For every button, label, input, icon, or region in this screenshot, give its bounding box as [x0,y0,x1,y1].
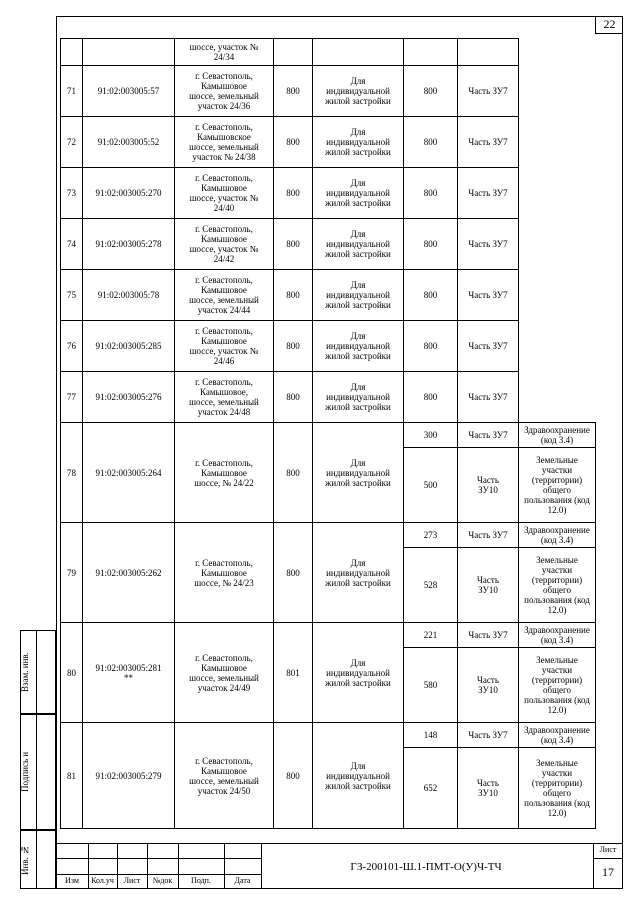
row-number: 78 [61,423,83,523]
cadastral-number: 91:02:003005:281 ** [83,623,175,723]
permitted-use: Для индивидуальной жилой застройки [313,623,404,723]
part-name: Часть ЗУ10 [458,548,519,623]
part-area [404,39,458,66]
row-number: 81 [61,723,83,829]
part-name: Часть ЗУ7 [458,270,519,321]
table-row [61,270,596,321]
plot-area: 800 [274,270,313,321]
cadastral-number: 91:02:003005:264 [83,423,175,523]
table-row [61,423,596,448]
permitted-use [313,39,404,66]
cadastral-number [83,39,175,66]
cadastral-number: 91:02:003005:278 [83,219,175,270]
row-number: 74 [61,219,83,270]
part-name: Часть ЗУ7 [458,321,519,372]
permitted-use: Для индивидуальной жилой застройки [313,270,404,321]
part-area: 500 [404,448,458,523]
part-name: Часть ЗУ7 [458,723,519,748]
part-name: Часть ЗУ10 [458,648,519,723]
row-number: 76 [61,321,83,372]
permitted-use: Для индивидуальной жилой застройки [313,321,404,372]
address: г. Севастополь, Камышовое шоссе, участок № 24/42 [175,219,274,270]
cadastral-number: 91:02:003005:285 [83,321,175,372]
address: г. Севастополь, Камышовое шоссе, земельный участок 24/36 [175,66,274,117]
part-area: 800 [404,321,458,372]
part-use: Земельные участки (территории) общего пользования (код 12.0) [519,648,596,723]
document-code: ГЗ-200101-Ш.1-ПМТ-О(У)Ч-ТЧ [350,861,502,873]
part-name: Часть ЗУ10 [458,748,519,829]
plot-area: 800 [274,423,313,523]
part-area: 300 [404,423,458,448]
title-block [56,843,623,889]
cadastral-number: 91:02:003005:279 [83,723,175,829]
part-name: Часть ЗУ7 [458,117,519,168]
address: г. Севастополь, Камышовое, шоссе, земельный участок 24/48 [175,372,274,423]
part-area: 652 [404,748,458,829]
part-area: 580 [404,648,458,723]
cadastral-number: 91:02:003005:78 [83,270,175,321]
part-use: Земельные участки (территории) общего пользования (код 12.0) [519,748,596,829]
part-name: Часть ЗУ7 [458,219,519,270]
address: г. Севастополь, Камышовое шоссе, участок № 24/40 [175,168,274,219]
plot-area: 800 [274,168,313,219]
address: шоссе, участок № 24/34 [175,39,274,66]
cadastral-number: 91:02:003005:276 [83,372,175,423]
stamp-col-list: Лист [123,876,141,885]
stamp-col-podp: Подп. [191,876,211,885]
cadastral-number: 91:02:003005:52 [83,117,175,168]
permitted-use: Для индивидуальной жилой застройки [313,66,404,117]
table-row [61,168,596,219]
address: г. Севастополь, Камышовское шоссе, земельный участок № 24/38 [175,117,274,168]
table-row [61,723,596,748]
part-use: Здравоохранение (код 3.4) [519,523,596,548]
part-area: 273 [404,523,458,548]
use-empty [519,39,596,423]
part-area: 800 [404,270,458,321]
table-row [61,623,596,648]
stamp-col-data: Дата [234,876,251,885]
stamp-col-kolych: Кол.уч [91,876,114,885]
sheet-number: 17 [602,865,614,879]
plot-area: 800 [274,523,313,623]
row-number: 71 [61,66,83,117]
plot-area: 800 [274,117,313,168]
part-use: Здравоохранение (код 3.4) [519,623,596,648]
sheet-label: Лист [599,845,617,854]
row-number: 79 [61,523,83,623]
part-name: Часть ЗУ7 [458,623,519,648]
part-name: Часть ЗУ7 [458,423,519,448]
plot-area: 800 [274,372,313,423]
table-row [61,372,596,423]
row-number [61,39,83,66]
stamp-col-ndok: №док [152,876,173,885]
address: г. Севастополь, Камышовое шоссе, земельный участок 24/50 [175,723,274,829]
address: г. Севастополь, Камышовое шоссе, земельный участок 24/44 [175,270,274,321]
part-name: Часть ЗУ7 [458,372,519,423]
side-label-vzam: Взам. инв. [20,652,30,692]
row-number: 75 [61,270,83,321]
row-number: 77 [61,372,83,423]
permitted-use: Для индивидуальной жилой застройки [313,423,404,523]
part-use: Земельные участки (территории) общего пользования (код 12.0) [519,448,596,523]
plot-area: 800 [274,66,313,117]
part-area: 800 [404,219,458,270]
cadastral-number: 91:02:003005:262 [83,523,175,623]
address: г. Севастополь, Камышовое шоссе, № 24/23 [175,523,274,623]
side-label-podpis: Подпись и [20,751,30,793]
plot-area: 800 [274,723,313,829]
table-row [61,523,596,548]
table-row [61,219,596,270]
permitted-use: Для индивидуальной жилой застройки [313,117,404,168]
part-name: Часть ЗУ10 [458,448,519,523]
land-plots-table [60,38,596,829]
row-number: 80 [61,623,83,723]
part-area: 800 [404,168,458,219]
part-use: Здравоохранение (код 3.4) [519,723,596,748]
table-row [61,117,596,168]
table-row [61,66,596,117]
table-row [61,39,596,66]
cadastral-number: 91:02:003005:57 [83,66,175,117]
plot-area: 801 [274,623,313,723]
plot-area: 800 [274,219,313,270]
permitted-use: Для индивидуальной жилой застройки [313,723,404,829]
permitted-use: Для индивидуальной жилой застройки [313,372,404,423]
part-area: 800 [404,66,458,117]
part-area: 800 [404,372,458,423]
plot-area [274,39,313,66]
address: г. Севастополь, Камышовое шоссе, участок № 24/46 [175,321,274,372]
part-name: Часть ЗУ7 [458,66,519,117]
part-use: Земельные участки (территории) общего пользования (код 12.0) [519,548,596,623]
permitted-use: Для индивидуальной жилой застройки [313,219,404,270]
address: г. Севастополь, Камышовое шоссе, земельный участок 24/49 [175,623,274,723]
side-label-inv: Инв. № [20,844,30,875]
row-number: 73 [61,168,83,219]
table-row [61,321,596,372]
permitted-use: Для индивидуальной жилой застройки [313,168,404,219]
part-area: 528 [404,548,458,623]
part-area: 148 [404,723,458,748]
cadastral-number: 91:02:003005:270 [83,168,175,219]
plot-area: 800 [274,321,313,372]
part-area: 800 [404,117,458,168]
address: г. Севастополь, Камышовое шоссе, № 24/22 [175,423,274,523]
stamp-col-izm: Изм [65,876,79,885]
permitted-use: Для индивидуальной жилой застройки [313,523,404,623]
part-name [458,39,519,66]
part-name: Часть ЗУ7 [458,523,519,548]
row-number: 72 [61,117,83,168]
part-name: Часть ЗУ7 [458,168,519,219]
part-area: 221 [404,623,458,648]
side-divider [36,630,37,889]
page-number-top: 22 [595,16,623,34]
part-use: Здравоохранение (код 3.4) [519,423,596,448]
